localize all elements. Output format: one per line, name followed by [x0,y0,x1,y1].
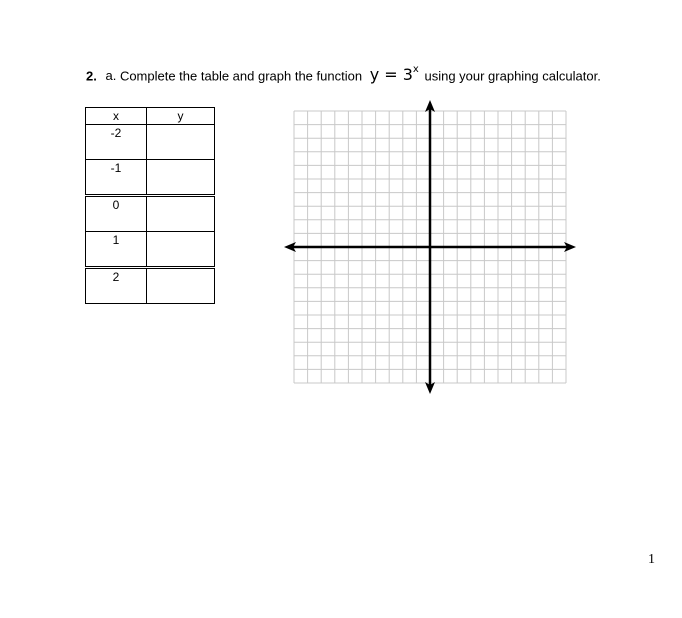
table-cell-x: -1 [86,160,147,196]
table-header-x: x [86,108,147,125]
function-equation [370,65,419,84]
coordinate-grid[interactable] [280,98,580,398]
table-cell-y[interactable] [147,125,215,160]
table-cell-x: -2 [86,125,147,160]
question-number: 2. [86,68,97,84]
table-header-y: y [147,108,215,125]
question-text: Complete the table and graph the function [119,68,363,84]
question-part: a. [105,68,117,84]
table-row [86,268,215,304]
table-row [86,196,215,232]
table-cell-x: 1 [86,232,147,268]
question-prompt [86,62,601,86]
table-cell-x: 2 [86,268,147,304]
xy-table [85,107,215,304]
table-cell-x: 0 [86,196,147,232]
table-cell-y[interactable] [147,196,215,232]
page-number: 1 [648,552,655,567]
equation-exponent: x [412,64,419,75]
table-cell-y[interactable] [147,232,215,268]
equation-base: y = 3 [369,65,413,85]
question-text-end: using your graphing calculator. [424,68,601,84]
table-header-row [86,108,215,125]
table-cell-y[interactable] [147,268,215,304]
table-row [86,232,215,268]
table-row [86,160,215,196]
table-row [86,125,215,160]
table-cell-y[interactable] [147,160,215,196]
